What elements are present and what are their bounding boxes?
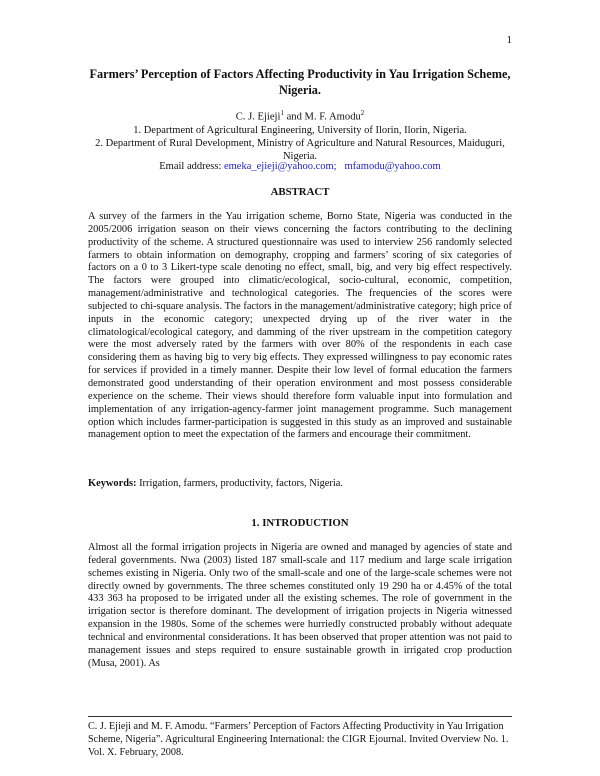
keywords-line <box>88 478 512 489</box>
author-2: M. F. Amodu <box>304 111 361 123</box>
email-label: Email address: <box>159 161 224 172</box>
author-1: C. J. Ejieji <box>235 111 281 123</box>
introduction-heading: 1. INTRODUCTION <box>251 517 349 529</box>
email-link-1[interactable]: emeka_ejieji@yahoo.com; <box>223 161 337 172</box>
author-2-affiliation-mark: 2 <box>360 109 365 117</box>
email-link-2[interactable]: mfamodu@yahoo.com <box>344 161 441 172</box>
page-number: 1 <box>506 34 512 46</box>
abstract-heading: ABSTRACT <box>270 186 330 198</box>
footnote-divider <box>88 716 512 717</box>
citation-footnote: C. J. Ejieji and M. F. Amodu. “Farmers’ Perception of Factors Affecting Productivity in Yau Irrigation Scheme, Nigeria”. Agricultural Engineering International: the CIGR Ejournal. Invited Overview No. 1. Vol. X. February, 2008. <box>88 721 509 758</box>
email-line <box>88 161 512 172</box>
affiliation-1: 1. Department of Agricultural Engineering, University of Ilorin, Ilorin, Nigeria. <box>133 125 467 136</box>
affiliation-2: 2. Department of Rural Development, Ministry of Agriculture and Natural Resources, Maiduguri, Nigeria. <box>95 138 505 162</box>
author-connector: and <box>283 111 305 123</box>
abstract-text: A survey of the farmers in the Yau irrigation scheme, Borno State, Nigeria was conducted in the 2005/2006 irrigation season on their views concerning the factors contributing to the declining productivity of the scheme. A structured questionnaire was used to interview 256 randomly selected farmers to obtain information on demography, cropping and farmers’ scoring of six categories of factors on a 0 to 3 Likert-type scale denoting no effect, small, big, and very big effect respectively. The factors were grouped into climatic/ecological, socio-cultural, economic, competition, management/administrative and technological categories. The frequencies of the scores were subjected to chi-square analysis. The factors in the management/administrative category; high price of inputs in the economic category; unexpected drying up of the river water in the climatological/ecological category, and damming of the river upstream in the competition category were the most adversely rated by the farmers with over 80% of the respondents in each case considering them as having big to very big effects. They expressed willingness to pay economic rates for services if provided in a timely manner. Despite their low level of formal education the farmers demonstrated good understanding of their operation environment and most possess considerable experience on the scheme. Their views should therefore form valuable input into formulation and implementation of any irrigation-agency-farmer joint management programme. Such management option which includes farmer-participation is suggested in this study as an improved and sustainable management option to meet the expectation of the farmers and encourage their commitment. <box>88 211 512 441</box>
keywords-label: Keywords: <box>88 478 137 489</box>
author-line <box>88 109 512 123</box>
introduction-text: Almost all the formal irrigation projects in Nigeria are owned and managed by agencies of state and federal governments. Nwa (2003) listed 187 small-scale and 117 medium and large scale irrigation schemes existing in Nigeria. Only two of the small-scale and one of the large-scale schemes were not directly owned by governments. The three schemes constituted only 19 290 ha or 4.45% of the total 433 363 ha proposed to be irrigated under all the existing schemes. The role of government in the irrigation sector is therefore dominant. The development of irrigation projects in Nigeria witnessed expansion in the 1980s. Some of the schemes were hurriedly constructed probably without adequate technical and environmental considerations. It has been observed that proper attention was not paid to management issues and steps required to ensure sustainable growth in irrigated crop production (Musa, 2001). As <box>88 542 512 669</box>
keywords-text: Irrigation, farmers, productivity, factors, Nigeria. <box>136 478 343 489</box>
author-1-affiliation-mark: 1 <box>280 109 284 117</box>
paper-title: Farmers’ Perception of Factors Affecting Productivity in Yau Irrigation Scheme, Nigeria. <box>89 67 511 97</box>
